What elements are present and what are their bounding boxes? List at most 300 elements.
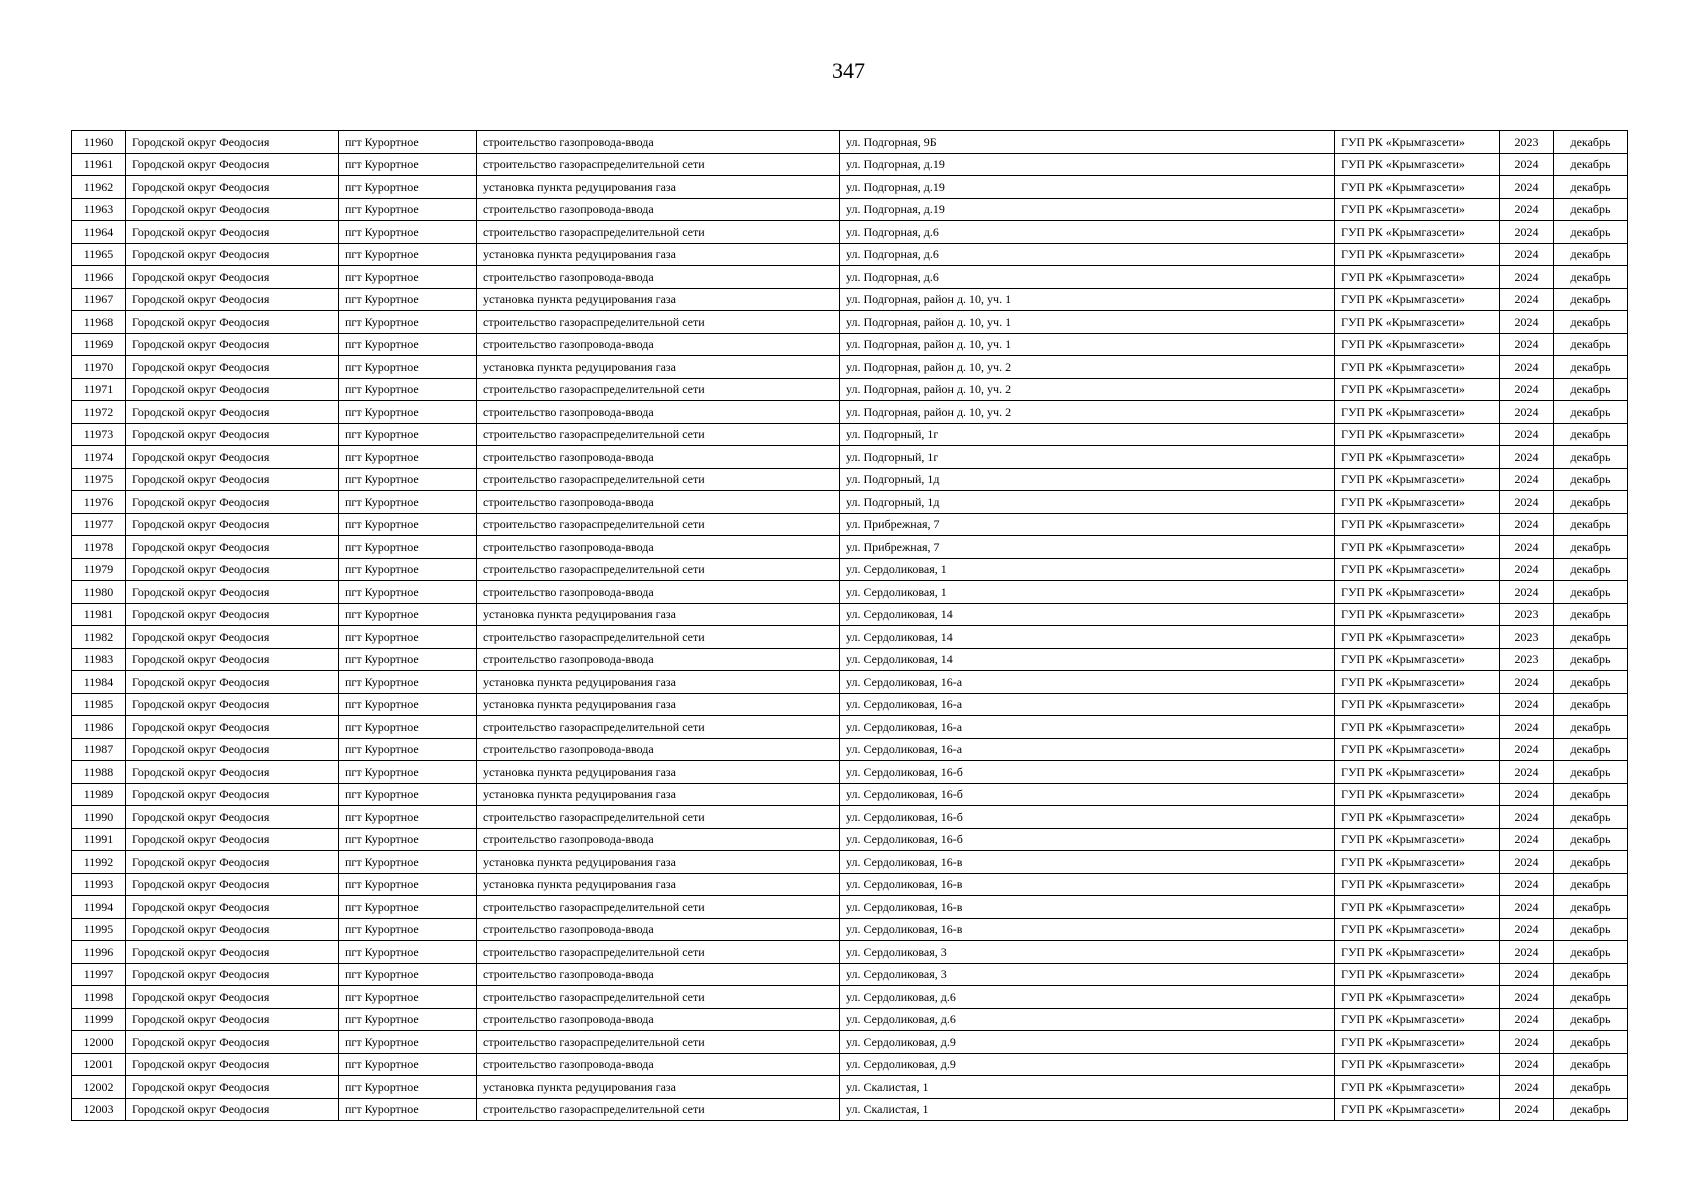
district-cell: Городской округ Феодосия	[126, 918, 339, 941]
settlement-cell: пгт Курортное	[339, 1031, 477, 1054]
address-cell: ул. Подгорная, район д. 10, уч. 1	[840, 311, 1335, 334]
year-cell: 2024	[1500, 243, 1554, 266]
address-cell: ул. Прибрежная, 7	[840, 536, 1335, 559]
year-cell: 2024	[1500, 378, 1554, 401]
month-cell: декабрь	[1554, 1031, 1628, 1054]
work-type-cell: строительство газопровода-ввода	[477, 198, 840, 221]
row-number-cell: 11962	[72, 176, 126, 199]
address-cell: ул. Сердоликовая, 16-б	[840, 806, 1335, 829]
district-cell: Городской округ Феодосия	[126, 941, 339, 964]
month-cell: декабрь	[1554, 221, 1628, 244]
month-cell: декабрь	[1554, 1008, 1628, 1031]
address-cell: ул. Сердоликовая, 16-в	[840, 851, 1335, 874]
row-number-cell: 11975	[72, 468, 126, 491]
table-row	[72, 243, 1628, 266]
organization-cell: ГУП РК «Крымгазсети»	[1335, 333, 1500, 356]
month-cell: декабрь	[1554, 806, 1628, 829]
district-cell: Городской округ Феодосия	[126, 131, 339, 154]
table-row	[72, 671, 1628, 694]
year-cell: 2024	[1500, 468, 1554, 491]
organization-cell: ГУП РК «Крымгазсети»	[1335, 603, 1500, 626]
work-type-cell: строительство газораспределительной сети	[477, 626, 840, 649]
month-cell: декабрь	[1554, 513, 1628, 536]
settlement-cell: пгт Курортное	[339, 198, 477, 221]
page-number: 347	[832, 58, 865, 83]
district-cell: Городской округ Феодосия	[126, 378, 339, 401]
month-cell: декабрь	[1554, 986, 1628, 1009]
month-cell: декабрь	[1554, 356, 1628, 379]
address-cell: ул. Сердоликовая, 16-а	[840, 738, 1335, 761]
table-row	[72, 401, 1628, 424]
month-cell: декабрь	[1554, 761, 1628, 784]
district-cell: Городской округ Феодосия	[126, 491, 339, 514]
organization-cell: ГУП РК «Крымгазсети»	[1335, 176, 1500, 199]
district-cell: Городской округ Феодосия	[126, 581, 339, 604]
month-cell: декабрь	[1554, 851, 1628, 874]
district-cell: Городской округ Феодосия	[126, 1098, 339, 1121]
row-number-cell: 11999	[72, 1008, 126, 1031]
table-row	[72, 558, 1628, 581]
work-type-cell: строительство газораспределительной сети	[477, 311, 840, 334]
organization-cell: ГУП РК «Крымгазсети»	[1335, 423, 1500, 446]
address-cell: ул. Сердоликовая, 16-б	[840, 828, 1335, 851]
row-number-cell: 11963	[72, 198, 126, 221]
year-cell: 2024	[1500, 1008, 1554, 1031]
organization-cell: ГУП РК «Крымгазсети»	[1335, 491, 1500, 514]
organization-cell: ГУП РК «Крымгазсети»	[1335, 738, 1500, 761]
year-cell: 2024	[1500, 918, 1554, 941]
row-number-cell: 11993	[72, 873, 126, 896]
table-row	[72, 851, 1628, 874]
table-row	[72, 198, 1628, 221]
row-number-cell: 12000	[72, 1031, 126, 1054]
month-cell: декабрь	[1554, 918, 1628, 941]
work-type-cell: установка пункта редуцирования газа	[477, 288, 840, 311]
settlement-cell: пгт Курортное	[339, 1053, 477, 1076]
organization-cell: ГУП РК «Крымгазсети»	[1335, 558, 1500, 581]
work-type-cell: установка пункта редуцирования газа	[477, 243, 840, 266]
district-cell: Городской округ Феодосия	[126, 1031, 339, 1054]
table-row	[72, 221, 1628, 244]
year-cell: 2024	[1500, 873, 1554, 896]
district-cell: Городской округ Феодосия	[126, 783, 339, 806]
district-cell: Городской округ Феодосия	[126, 468, 339, 491]
district-cell: Городской округ Феодосия	[126, 671, 339, 694]
address-cell: ул. Скалистая, 1	[840, 1076, 1335, 1099]
table-row	[72, 828, 1628, 851]
organization-cell: ГУП РК «Крымгазсети»	[1335, 131, 1500, 154]
address-cell: ул. Подгорный, 1д	[840, 468, 1335, 491]
table-row	[72, 153, 1628, 176]
year-cell: 2024	[1500, 401, 1554, 424]
address-cell: ул. Сердоликовая, д.9	[840, 1053, 1335, 1076]
settlement-cell: пгт Курортное	[339, 828, 477, 851]
work-type-cell: строительство газораспределительной сети	[477, 1031, 840, 1054]
organization-cell: ГУП РК «Крымгазсети»	[1335, 851, 1500, 874]
settlement-cell: пгт Курортное	[339, 423, 477, 446]
table-row	[72, 738, 1628, 761]
table-row	[72, 693, 1628, 716]
year-cell: 2024	[1500, 311, 1554, 334]
row-number-cell: 11960	[72, 131, 126, 154]
address-cell: ул. Сердоликовая, 16-в	[840, 873, 1335, 896]
work-type-cell: строительство газораспределительной сети	[477, 513, 840, 536]
year-cell: 2024	[1500, 716, 1554, 739]
settlement-cell: пгт Курортное	[339, 468, 477, 491]
table-row	[72, 873, 1628, 896]
organization-cell: ГУП РК «Крымгазсети»	[1335, 536, 1500, 559]
table-row	[72, 288, 1628, 311]
table-row	[72, 963, 1628, 986]
organization-cell: ГУП РК «Крымгазсети»	[1335, 1076, 1500, 1099]
month-cell: декабрь	[1554, 581, 1628, 604]
year-cell: 2024	[1500, 828, 1554, 851]
work-type-cell: строительство газораспределительной сети	[477, 986, 840, 1009]
district-cell: Городской округ Феодосия	[126, 423, 339, 446]
year-cell: 2024	[1500, 738, 1554, 761]
year-cell: 2024	[1500, 761, 1554, 784]
year-cell: 2023	[1500, 131, 1554, 154]
address-cell: ул. Подгорный, 1г	[840, 446, 1335, 469]
year-cell: 2024	[1500, 581, 1554, 604]
row-number-cell: 11979	[72, 558, 126, 581]
month-cell: декабрь	[1554, 131, 1628, 154]
organization-cell: ГУП РК «Крымгазсети»	[1335, 918, 1500, 941]
month-cell: декабрь	[1554, 176, 1628, 199]
table-row	[72, 761, 1628, 784]
table-row	[72, 266, 1628, 289]
address-cell: ул. Скалистая, 1	[840, 1098, 1335, 1121]
organization-cell: ГУП РК «Крымгазсети»	[1335, 356, 1500, 379]
work-type-cell: строительство газопровода-ввода	[477, 333, 840, 356]
settlement-cell: пгт Курортное	[339, 446, 477, 469]
year-cell: 2024	[1500, 423, 1554, 446]
work-type-cell: строительство газопровода-ввода	[477, 446, 840, 469]
gasification-schedule-table	[71, 130, 1628, 1121]
district-cell: Городской округ Феодосия	[126, 1076, 339, 1099]
address-cell: ул. Сердоликовая, 14	[840, 626, 1335, 649]
settlement-cell: пгт Курортное	[339, 648, 477, 671]
settlement-cell: пгт Курортное	[339, 693, 477, 716]
work-type-cell: строительство газопровода-ввода	[477, 828, 840, 851]
district-cell: Городской округ Феодосия	[126, 266, 339, 289]
row-number-cell: 11995	[72, 918, 126, 941]
district-cell: Городской округ Феодосия	[126, 558, 339, 581]
address-cell: ул. Подгорная, район д. 10, уч. 2	[840, 401, 1335, 424]
table-row	[72, 626, 1628, 649]
year-cell: 2024	[1500, 356, 1554, 379]
settlement-cell: пгт Курортное	[339, 671, 477, 694]
organization-cell: ГУП РК «Крымгазсети»	[1335, 1031, 1500, 1054]
district-cell: Городской округ Феодосия	[126, 761, 339, 784]
settlement-cell: пгт Курортное	[339, 918, 477, 941]
work-type-cell: строительство газораспределительной сети	[477, 716, 840, 739]
address-cell: ул. Подгорный, 1г	[840, 423, 1335, 446]
work-type-cell: установка пункта редуцирования газа	[477, 761, 840, 784]
row-number-cell: 11982	[72, 626, 126, 649]
month-cell: декабрь	[1554, 783, 1628, 806]
address-cell: ул. Сердоликовая, 1	[840, 558, 1335, 581]
month-cell: декабрь	[1554, 828, 1628, 851]
month-cell: декабрь	[1554, 1076, 1628, 1099]
address-cell: ул. Сердоликовая, 14	[840, 648, 1335, 671]
address-cell: ул. Подгорная, район д. 10, уч. 1	[840, 333, 1335, 356]
row-number-cell: 11969	[72, 333, 126, 356]
row-number-cell: 11980	[72, 581, 126, 604]
settlement-cell: пгт Курортное	[339, 581, 477, 604]
year-cell: 2024	[1500, 693, 1554, 716]
organization-cell: ГУП РК «Крымгазсети»	[1335, 1008, 1500, 1031]
organization-cell: ГУП РК «Крымгазсети»	[1335, 221, 1500, 244]
organization-cell: ГУП РК «Крымгазсети»	[1335, 783, 1500, 806]
settlement-cell: пгт Курортное	[339, 873, 477, 896]
month-cell: декабрь	[1554, 468, 1628, 491]
month-cell: декабрь	[1554, 243, 1628, 266]
organization-cell: ГУП РК «Крымгазсети»	[1335, 941, 1500, 964]
district-cell: Городской округ Феодосия	[126, 198, 339, 221]
row-number-cell: 11964	[72, 221, 126, 244]
table-row	[72, 941, 1628, 964]
work-type-cell: строительство газораспределительной сети	[477, 1098, 840, 1121]
address-cell: ул. Подгорная, д.6	[840, 266, 1335, 289]
settlement-cell: пгт Курортное	[339, 896, 477, 919]
organization-cell: ГУП РК «Крымгазсети»	[1335, 378, 1500, 401]
table-row	[72, 918, 1628, 941]
settlement-cell: пгт Курортное	[339, 153, 477, 176]
table-row	[72, 1008, 1628, 1031]
row-number-cell: 11973	[72, 423, 126, 446]
table-row	[72, 423, 1628, 446]
address-cell: ул. Сердоликовая, 16-б	[840, 761, 1335, 784]
row-number-cell: 11978	[72, 536, 126, 559]
row-number-cell: 11991	[72, 828, 126, 851]
year-cell: 2024	[1500, 941, 1554, 964]
work-type-cell: строительство газораспределительной сети	[477, 468, 840, 491]
work-type-cell: установка пункта редуцирования газа	[477, 783, 840, 806]
district-cell: Городской округ Феодосия	[126, 176, 339, 199]
row-number-cell: 11971	[72, 378, 126, 401]
row-number-cell: 11984	[72, 671, 126, 694]
month-cell: декабрь	[1554, 536, 1628, 559]
row-number-cell: 11989	[72, 783, 126, 806]
address-cell: ул. Сердоликовая, 16-а	[840, 716, 1335, 739]
month-cell: декабрь	[1554, 648, 1628, 671]
work-type-cell: строительство газораспределительной сети	[477, 423, 840, 446]
district-cell: Городской округ Феодосия	[126, 221, 339, 244]
settlement-cell: пгт Курортное	[339, 266, 477, 289]
table-row	[72, 648, 1628, 671]
district-cell: Городской округ Феодосия	[126, 446, 339, 469]
month-cell: декабрь	[1554, 941, 1628, 964]
organization-cell: ГУП РК «Крымгазсети»	[1335, 198, 1500, 221]
address-cell: ул. Подгорная, д.19	[840, 153, 1335, 176]
work-type-cell: строительство газораспределительной сети	[477, 221, 840, 244]
settlement-cell: пгт Курортное	[339, 356, 477, 379]
month-cell: декабрь	[1554, 266, 1628, 289]
row-number-cell: 11985	[72, 693, 126, 716]
table-row	[72, 491, 1628, 514]
work-type-cell: строительство газораспределительной сети	[477, 896, 840, 919]
table-row	[72, 446, 1628, 469]
month-cell: декабрь	[1554, 378, 1628, 401]
year-cell: 2024	[1500, 221, 1554, 244]
table-row	[72, 311, 1628, 334]
settlement-cell: пгт Курортное	[339, 221, 477, 244]
work-type-cell: строительство газопровода-ввода	[477, 648, 840, 671]
work-type-cell: установка пункта редуцирования газа	[477, 1076, 840, 1099]
district-cell: Городской округ Феодосия	[126, 401, 339, 424]
table-row	[72, 716, 1628, 739]
district-cell: Городской округ Феодосия	[126, 626, 339, 649]
settlement-cell: пгт Курортное	[339, 963, 477, 986]
row-number-cell: 11968	[72, 311, 126, 334]
settlement-cell: пгт Курортное	[339, 513, 477, 536]
settlement-cell: пгт Курортное	[339, 491, 477, 514]
settlement-cell: пгт Курортное	[339, 311, 477, 334]
month-cell: декабрь	[1554, 671, 1628, 694]
organization-cell: ГУП РК «Крымгазсети»	[1335, 288, 1500, 311]
district-cell: Городской округ Феодосия	[126, 896, 339, 919]
row-number-cell: 11992	[72, 851, 126, 874]
organization-cell: ГУП РК «Крымгазсети»	[1335, 266, 1500, 289]
row-number-cell: 11965	[72, 243, 126, 266]
settlement-cell: пгт Курортное	[339, 536, 477, 559]
year-cell: 2024	[1500, 851, 1554, 874]
organization-cell: ГУП РК «Крымгазсети»	[1335, 311, 1500, 334]
row-number-cell: 11967	[72, 288, 126, 311]
district-cell: Городской округ Феодосия	[126, 513, 339, 536]
year-cell: 2023	[1500, 626, 1554, 649]
month-cell: декабрь	[1554, 491, 1628, 514]
work-type-cell: строительство газопровода-ввода	[477, 131, 840, 154]
work-type-cell: строительство газопровода-ввода	[477, 738, 840, 761]
year-cell: 2024	[1500, 1098, 1554, 1121]
address-cell: ул. Сердоликовая, 14	[840, 603, 1335, 626]
table-row	[72, 356, 1628, 379]
work-type-cell: строительство газопровода-ввода	[477, 401, 840, 424]
month-cell: декабрь	[1554, 1098, 1628, 1121]
organization-cell: ГУП РК «Крымгазсети»	[1335, 963, 1500, 986]
work-type-cell: строительство газопровода-ввода	[477, 1053, 840, 1076]
district-cell: Городской округ Феодосия	[126, 603, 339, 626]
address-cell: ул. Подгорная, д.6	[840, 221, 1335, 244]
settlement-cell: пгт Курортное	[339, 243, 477, 266]
settlement-cell: пгт Курортное	[339, 851, 477, 874]
address-cell: ул. Подгорная, район д. 10, уч. 2	[840, 378, 1335, 401]
organization-cell: ГУП РК «Крымгазсети»	[1335, 581, 1500, 604]
year-cell: 2024	[1500, 153, 1554, 176]
settlement-cell: пгт Курортное	[339, 761, 477, 784]
district-cell: Городской округ Феодосия	[126, 806, 339, 829]
row-number-cell: 12003	[72, 1098, 126, 1121]
table-row	[72, 581, 1628, 604]
month-cell: декабрь	[1554, 963, 1628, 986]
year-cell: 2024	[1500, 1076, 1554, 1099]
settlement-cell: пгт Курортное	[339, 401, 477, 424]
organization-cell: ГУП РК «Крымгазсети»	[1335, 671, 1500, 694]
settlement-cell: пгт Курортное	[339, 716, 477, 739]
row-number-cell: 11961	[72, 153, 126, 176]
work-type-cell: строительство газопровода-ввода	[477, 581, 840, 604]
work-type-cell: строительство газопровода-ввода	[477, 266, 840, 289]
work-type-cell: установка пункта редуцирования газа	[477, 851, 840, 874]
address-cell: ул. Подгорная, д.6	[840, 243, 1335, 266]
row-number-cell: 11966	[72, 266, 126, 289]
month-cell: декабрь	[1554, 693, 1628, 716]
month-cell: декабрь	[1554, 896, 1628, 919]
work-type-cell: строительство газопровода-ввода	[477, 963, 840, 986]
work-type-cell: строительство газораспределительной сети	[477, 806, 840, 829]
row-number-cell: 11970	[72, 356, 126, 379]
work-type-cell: строительство газопровода-ввода	[477, 918, 840, 941]
settlement-cell: пгт Курортное	[339, 1076, 477, 1099]
year-cell: 2024	[1500, 288, 1554, 311]
organization-cell: ГУП РК «Крымгазсети»	[1335, 828, 1500, 851]
address-cell: ул. Сердоликовая, 3	[840, 941, 1335, 964]
address-cell: ул. Сердоликовая, 16-а	[840, 671, 1335, 694]
address-cell: ул. Подгорная, д.19	[840, 198, 1335, 221]
row-number-cell: 11976	[72, 491, 126, 514]
year-cell: 2024	[1500, 1053, 1554, 1076]
settlement-cell: пгт Курортное	[339, 378, 477, 401]
district-cell: Городской округ Феодосия	[126, 356, 339, 379]
year-cell: 2024	[1500, 1031, 1554, 1054]
table-row	[72, 603, 1628, 626]
address-cell: ул. Сердоликовая, 16-а	[840, 693, 1335, 716]
year-cell: 2024	[1500, 806, 1554, 829]
district-cell: Городской округ Феодосия	[126, 873, 339, 896]
table-row	[72, 468, 1628, 491]
settlement-cell: пгт Курортное	[339, 986, 477, 1009]
address-cell: ул. Подгорная, район д. 10, уч. 1	[840, 288, 1335, 311]
year-cell: 2024	[1500, 198, 1554, 221]
organization-cell: ГУП РК «Крымгазсети»	[1335, 468, 1500, 491]
year-cell: 2024	[1500, 986, 1554, 1009]
organization-cell: ГУП РК «Крымгазсети»	[1335, 986, 1500, 1009]
row-number-cell: 11986	[72, 716, 126, 739]
work-type-cell: установка пункта редуцирования газа	[477, 176, 840, 199]
month-cell: декабрь	[1554, 198, 1628, 221]
month-cell: декабрь	[1554, 716, 1628, 739]
row-number-cell: 11987	[72, 738, 126, 761]
table-row	[72, 896, 1628, 919]
month-cell: декабрь	[1554, 1053, 1628, 1076]
address-cell: ул. Сердоликовая, д.6	[840, 986, 1335, 1009]
work-type-cell: установка пункта редуцирования газа	[477, 671, 840, 694]
row-number-cell: 11974	[72, 446, 126, 469]
month-cell: декабрь	[1554, 558, 1628, 581]
month-cell: декабрь	[1554, 738, 1628, 761]
settlement-cell: пгт Курортное	[339, 333, 477, 356]
year-cell: 2023	[1500, 603, 1554, 626]
organization-cell: ГУП РК «Крымгазсети»	[1335, 513, 1500, 536]
settlement-cell: пгт Курортное	[339, 806, 477, 829]
work-type-cell: установка пункта редуцирования газа	[477, 873, 840, 896]
year-cell: 2024	[1500, 513, 1554, 536]
district-cell: Городской округ Феодосия	[126, 963, 339, 986]
district-cell: Городской округ Феодосия	[126, 288, 339, 311]
row-number-cell: 11988	[72, 761, 126, 784]
address-cell: ул. Сердоликовая, 3	[840, 963, 1335, 986]
month-cell: декабрь	[1554, 153, 1628, 176]
table-row	[72, 1076, 1628, 1099]
table-row	[72, 378, 1628, 401]
organization-cell: ГУП РК «Крымгазсети»	[1335, 648, 1500, 671]
month-cell: декабрь	[1554, 873, 1628, 896]
organization-cell: ГУП РК «Крымгазсети»	[1335, 716, 1500, 739]
year-cell: 2024	[1500, 671, 1554, 694]
row-number-cell: 11990	[72, 806, 126, 829]
